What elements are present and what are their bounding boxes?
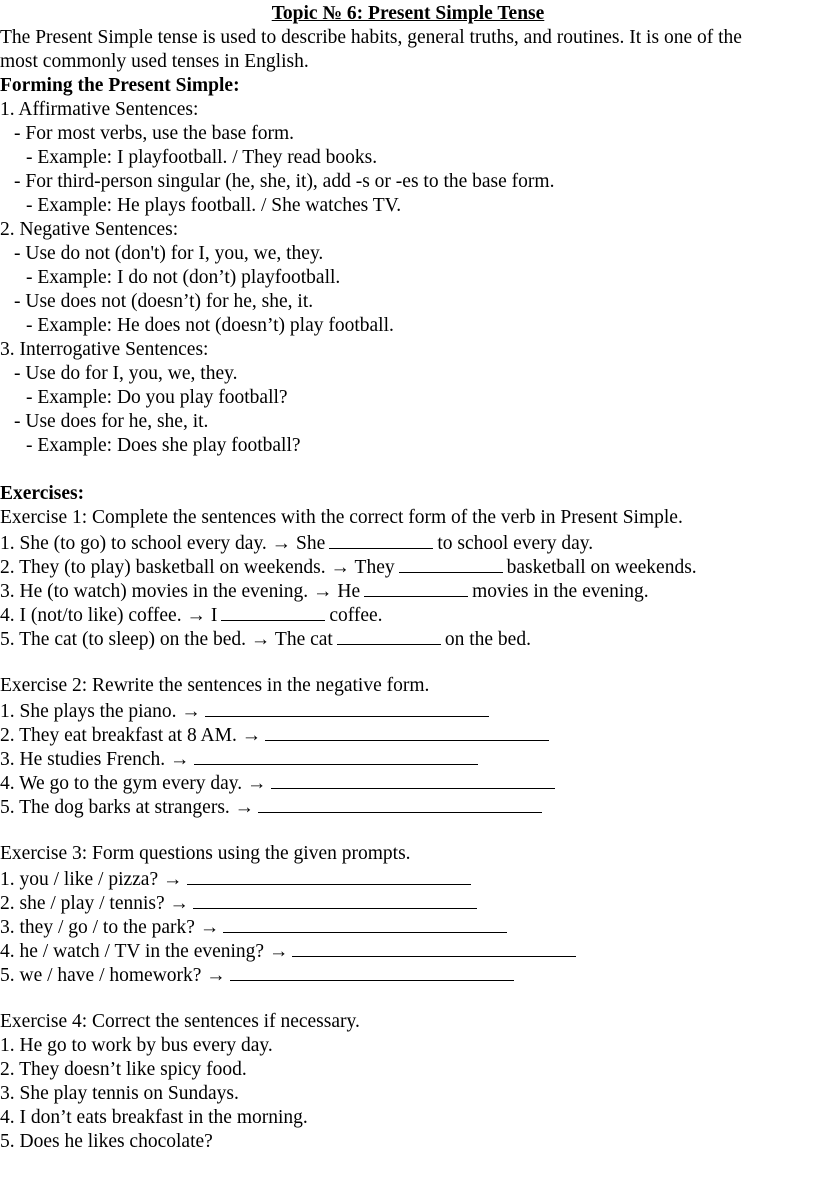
answer-line[interactable] bbox=[230, 962, 514, 981]
exercise-3-item bbox=[0, 914, 511, 938]
exercise-1-item bbox=[0, 530, 593, 554]
intro-line-2: most commonly used tenses in English. bbox=[0, 51, 309, 72]
interrogative-example-1: - Example: Do you play football? bbox=[26, 387, 288, 408]
answer-line[interactable] bbox=[292, 938, 576, 957]
exercise-2-item bbox=[0, 698, 493, 722]
exercise-1-item-prompt: 5. The cat (to sleep) on the bed. → The cat bbox=[0, 629, 333, 650]
answer-blank[interactable] bbox=[337, 626, 441, 645]
exercise-3-item bbox=[0, 890, 481, 914]
affirmative-rule-1: - For most verbs, use the base form. bbox=[14, 123, 294, 144]
interrogative-rule-1: - Use do for I, you, we, they. bbox=[14, 363, 238, 384]
exercise-2-item-prompt: 5. The dog barks at strangers. → bbox=[0, 797, 255, 818]
forming-heading: Forming the Present Simple: bbox=[0, 75, 240, 96]
exercise-1-item-rest: movies in the evening. bbox=[472, 581, 649, 602]
exercise-1-item bbox=[0, 626, 531, 650]
exercise-2-item-prompt: 1. She plays the piano. → bbox=[0, 701, 201, 722]
exercise-3-item-prompt: 3. they / go / to the park? → bbox=[0, 917, 220, 938]
answer-blank[interactable] bbox=[329, 530, 433, 549]
negative-example-1: - Example: I do not (don’t) playfootball. bbox=[26, 267, 341, 288]
exercise-4-item: 4. I don’t eats breakfast in the morning. bbox=[0, 1107, 308, 1128]
negative-rule-1: - Use do not (don't) for I, you, we, they. bbox=[14, 243, 324, 264]
negative-rule-2: - Use does not (doesn’t) for he, she, it. bbox=[14, 291, 314, 312]
exercise-3-item-prompt: 5. we / have / homework? → bbox=[0, 965, 226, 986]
interrogative-example-2: - Example: Does she play football? bbox=[26, 435, 301, 456]
answer-line[interactable] bbox=[258, 794, 542, 813]
exercises-heading: Exercises: bbox=[0, 483, 85, 504]
affirmative-rule-2: - For third-person singular (he, she, it), add -s or -es to the base form. bbox=[14, 171, 555, 192]
exercise-1-item-rest: basketball on weekends. bbox=[506, 557, 697, 578]
exercise-4-heading: Exercise 4: Correct the sentences if necessary. bbox=[0, 1011, 360, 1032]
affirmative-example-2: - Example: He plays football. / She watches TV. bbox=[26, 195, 402, 216]
answer-line[interactable] bbox=[187, 866, 471, 885]
exercise-4-item: 5. Does he likes chocolate? bbox=[0, 1131, 213, 1152]
exercise-4-item: 3. She play tennis on Sundays. bbox=[0, 1083, 239, 1104]
exercise-1-item-prompt: 3. He (to watch) movies in the evening. → He bbox=[0, 581, 361, 602]
exercise-3-item-prompt: 4. he / watch / TV in the evening? → bbox=[0, 941, 289, 962]
exercise-1-item-rest: to school every day. bbox=[437, 533, 594, 554]
exercise-3-item bbox=[0, 866, 475, 890]
interrogative-rule-2: - Use does for he, she, it. bbox=[14, 411, 209, 432]
exercise-1-heading: Exercise 1: Complete the sentences with the correct form of the verb in Present Simple. bbox=[0, 507, 683, 528]
affirmative-heading: 1. Affirmative Sentences: bbox=[0, 99, 199, 120]
answer-blank[interactable] bbox=[221, 602, 325, 621]
exercise-1-item-prompt: 2. They (to play) basketball on weekends. → They bbox=[0, 557, 395, 578]
exercise-3-item bbox=[0, 938, 580, 962]
page-title: Topic № 6: Present Simple Tense bbox=[271, 3, 545, 24]
exercise-2-item-prompt: 2. They eat breakfast at 8 AM. → bbox=[0, 725, 262, 746]
interrogative-heading: 3. Interrogative Sentences: bbox=[0, 339, 209, 360]
exercise-1-item-prompt: 1. She (to go) to school every day. → She bbox=[0, 533, 326, 554]
answer-blank[interactable] bbox=[399, 554, 503, 573]
exercise-2-heading: Exercise 2: Rewrite the sentences in the negative form. bbox=[0, 675, 430, 696]
exercise-2-item-prompt: 3. He studies French. → bbox=[0, 749, 190, 770]
exercise-3-item-prompt: 2. she / play / tennis? → bbox=[0, 893, 190, 914]
exercise-1-item bbox=[0, 554, 697, 578]
exercise-2-item bbox=[0, 746, 482, 770]
exercise-1-item-rest: coffee. bbox=[329, 605, 383, 626]
answer-line[interactable] bbox=[223, 914, 507, 933]
exercise-1-item bbox=[0, 578, 649, 602]
exercise-2-item bbox=[0, 722, 553, 746]
answer-line[interactable] bbox=[265, 722, 549, 741]
answer-line[interactable] bbox=[271, 770, 555, 789]
intro-line-1: The Present Simple tense is used to describe habits, general truths, and routines. It is one of the bbox=[0, 27, 742, 48]
exercise-1-item-prompt: 4. I (not/to like) coffee. → I bbox=[0, 605, 218, 626]
exercise-4-item: 2. They doesn’t like spicy food. bbox=[0, 1059, 247, 1080]
exercise-3-item-prompt: 1. you / like / pizza? → bbox=[0, 869, 183, 890]
answer-line[interactable] bbox=[205, 698, 489, 717]
exercise-2-item-prompt: 4. We go to the gym every day. → bbox=[0, 773, 267, 794]
exercise-2-item bbox=[0, 770, 559, 794]
exercise-2-item bbox=[0, 794, 546, 818]
affirmative-example-1: - Example: I playfootball. / They read books. bbox=[26, 147, 378, 168]
exercise-4-item: 1. He go to work by bus every day. bbox=[0, 1035, 273, 1056]
negative-heading: 2. Negative Sentences: bbox=[0, 219, 179, 240]
answer-line[interactable] bbox=[193, 890, 477, 909]
exercise-1-item-rest: on the bed. bbox=[444, 629, 531, 650]
exercise-1-item bbox=[0, 602, 383, 626]
negative-example-2: - Example: He does not (doesn’t) play football. bbox=[26, 315, 394, 336]
exercise-3-heading: Exercise 3: Form questions using the given prompts. bbox=[0, 843, 411, 864]
answer-line[interactable] bbox=[194, 746, 478, 765]
answer-blank[interactable] bbox=[364, 578, 468, 597]
exercise-3-item bbox=[0, 962, 518, 986]
